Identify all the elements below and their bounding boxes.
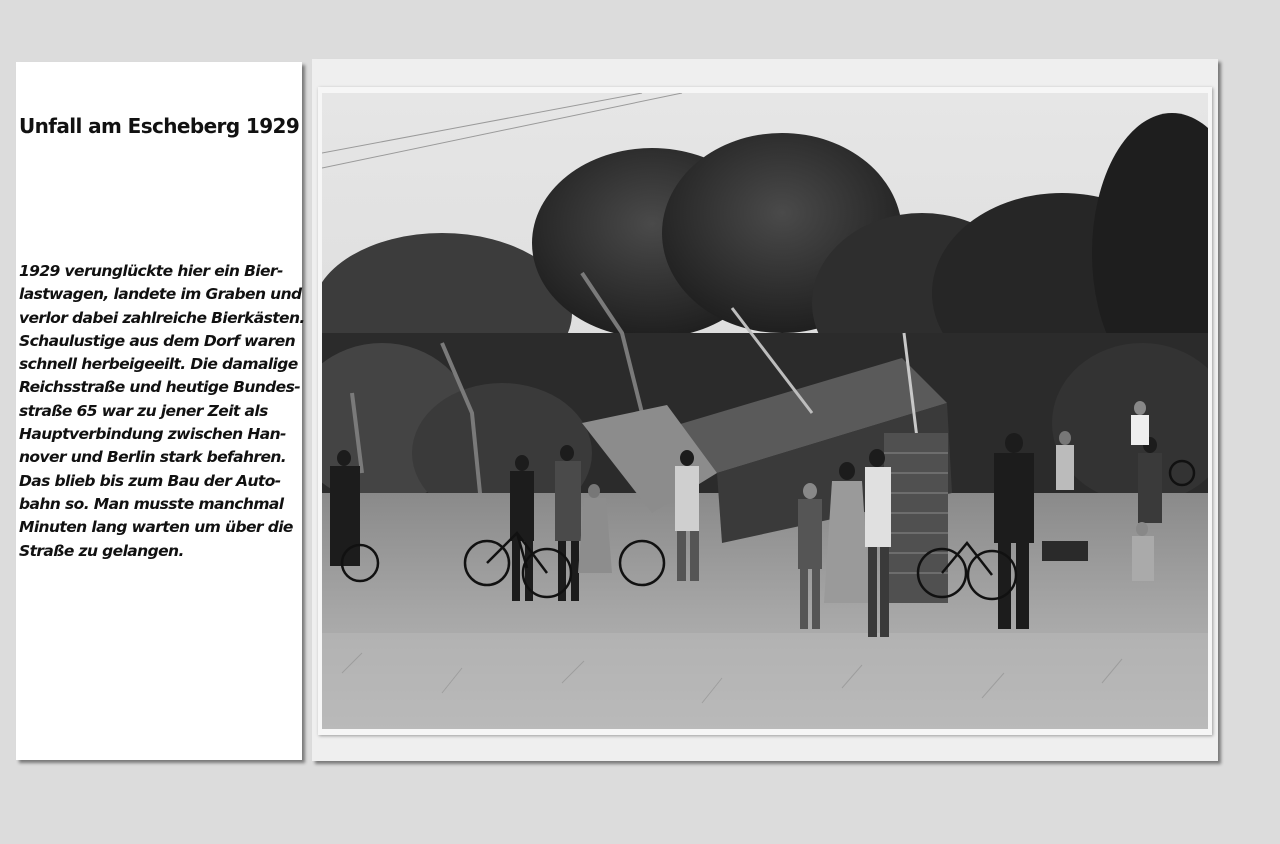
body-line: Das blieb bis zum Bau der Auto- xyxy=(19,471,281,490)
body-line: Reichsstraße und heutige Bundes- xyxy=(19,378,301,397)
body-line: Straße zu gelangen. xyxy=(19,541,184,560)
panel-body-text xyxy=(19,260,305,563)
photo-frame xyxy=(312,59,1218,761)
text-panel xyxy=(16,62,305,760)
body-line: Hauptverbindung zwischen Han- xyxy=(19,425,286,444)
body-line: straße 65 war zu jener Zeit als xyxy=(19,401,268,420)
body-line: Schaulustige aus dem Dorf waren xyxy=(19,331,296,350)
body-line: Minuten lang warten um über die xyxy=(19,518,293,537)
body-line: bahn so. Man musste manchmal xyxy=(19,494,284,513)
accident-photo xyxy=(322,93,1208,729)
body-line: lastwagen, landete im Graben und xyxy=(19,285,302,304)
photo-mat xyxy=(318,87,1212,735)
body-line: nover und Berlin stark befahren. xyxy=(19,448,287,467)
body-line: verlor dabei zahlreiche Bierkästen. xyxy=(19,308,305,327)
body-line: 1929 verunglückte hier ein Bier- xyxy=(19,262,283,280)
panel-title: Unfall am Escheberg 1929 xyxy=(19,114,300,138)
body-line: schnell herbeigeeilt. Die damalige xyxy=(19,355,298,374)
